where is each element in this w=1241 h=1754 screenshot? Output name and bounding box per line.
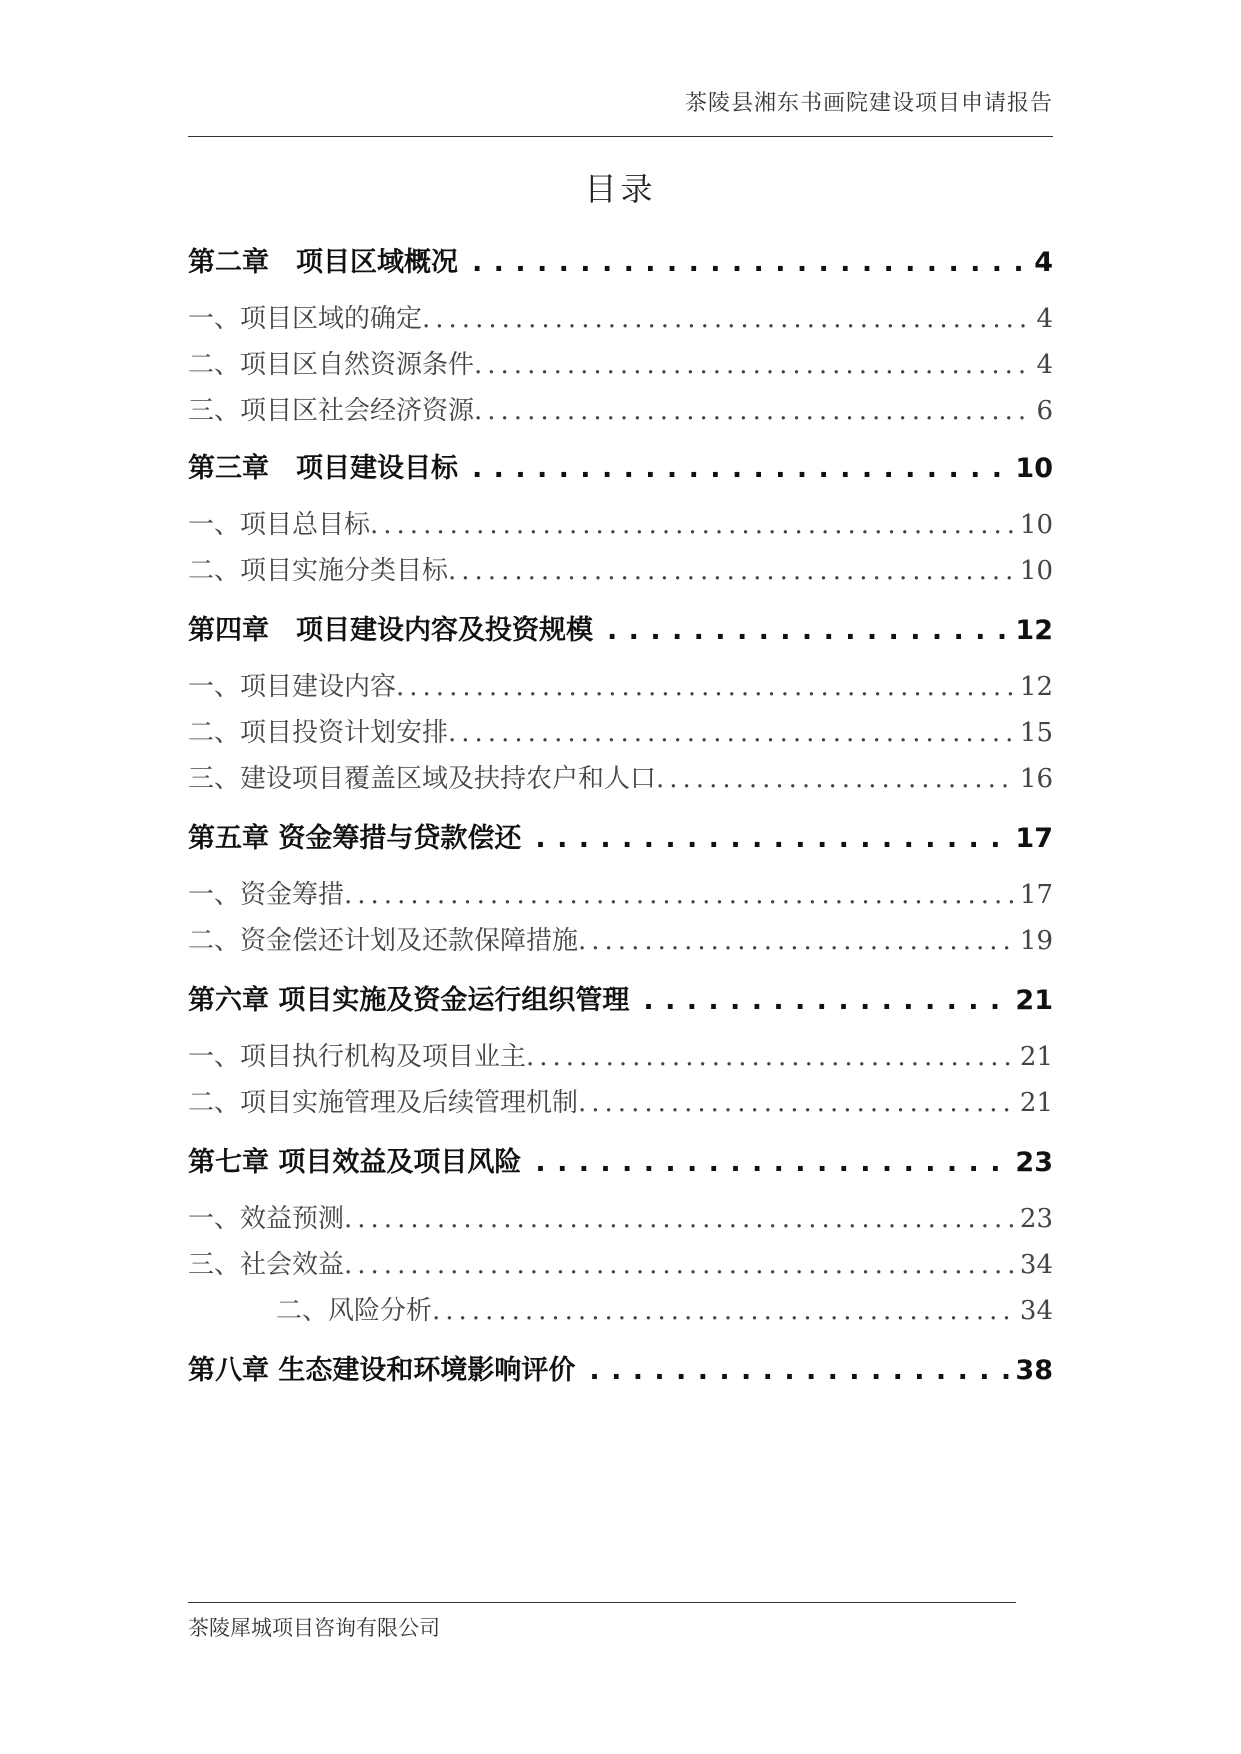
- toc-entry-subsection[interactable]: [276, 1290, 1053, 1327]
- toc-entry-section[interactable]: [188, 712, 1053, 749]
- toc-entry-page: 21: [1019, 1042, 1053, 1072]
- toc-entry-page: 19: [1019, 926, 1053, 956]
- page-header-title: 茶陵县湘东书画院建设项目申请报告: [684, 91, 1053, 116]
- toc-entry-section[interactable]: [188, 874, 1053, 911]
- toc-entry-label: 第七章 项目效益及项目风险: [188, 1147, 522, 1178]
- toc-entry-section[interactable]: [188, 1082, 1053, 1119]
- toc-entry-page: 4: [1036, 350, 1053, 380]
- toc-entry-label: 二、项目投资计划安排: [188, 718, 449, 748]
- toc-entry-label: 一、项目总目标: [188, 510, 371, 540]
- toc-entry-label: 二、资金偿还计划及还款保障措施: [188, 926, 579, 956]
- toc-entry-chapter-7[interactable]: [188, 1140, 1053, 1179]
- toc-entry-label: 第四章 项目建设内容及投资规模: [188, 615, 593, 646]
- toc-entry-page: 17: [1019, 880, 1053, 910]
- toc-entry-page: 15: [1019, 718, 1053, 748]
- toc-entry-label: 第三章 项目建设目标: [188, 453, 458, 484]
- toc-entry-page: 10: [1019, 556, 1053, 586]
- toc-entry-page: 17: [1015, 823, 1053, 854]
- toc-entry-section[interactable]: [188, 298, 1053, 335]
- toc-entry-page: 10: [1015, 453, 1053, 484]
- toc-leader-dots: [474, 396, 1032, 426]
- toc-leader-dots: [344, 1204, 1016, 1234]
- toc-entry-page: 38: [1015, 1355, 1053, 1386]
- toc-entry-page: 6: [1036, 396, 1053, 426]
- toc-leader-dots: [629, 985, 1011, 1016]
- toc-entry-label: 二、项目区自然资源条件: [188, 350, 475, 380]
- toc-leader-dots: [422, 304, 1032, 334]
- toc-entry-chapter-8[interactable]: [188, 1348, 1053, 1387]
- toc-leader-dots: [593, 615, 1011, 646]
- toc-entry-page: 12: [1015, 615, 1053, 646]
- toc-entry-page: 23: [1015, 1147, 1053, 1178]
- toc-leader-dots: [396, 672, 1016, 702]
- toc-entry-label: 一、项目执行机构及项目业主: [188, 1042, 527, 1072]
- toc-leader-dots: [656, 764, 1016, 794]
- toc-entry-label: 一、项目建设内容: [188, 672, 397, 702]
- toc-entry-label: 一、项目区域的确定: [188, 304, 423, 334]
- toc-entry-section[interactable]: [188, 920, 1053, 957]
- toc-entry-label: 二、项目实施分类目标: [188, 556, 449, 586]
- toc-entry-page: 21: [1015, 985, 1053, 1016]
- toc-entry-chapter-4[interactable]: [188, 608, 1053, 647]
- toc-entry-label: 三、社会效益: [188, 1250, 345, 1280]
- footer-rule: [188, 1602, 1016, 1603]
- toc-entry-label: 第五章 资金筹措与贷款偿还: [188, 823, 522, 854]
- toc-entry-label: 二、风险分析: [276, 1296, 433, 1326]
- toc-entry-page: 4: [1036, 304, 1053, 334]
- toc-entry-page: 34: [1019, 1296, 1053, 1326]
- toc-leader-dots: [448, 556, 1016, 586]
- toc-entry-label: 三、项目区社会经济资源: [188, 396, 475, 426]
- toc-entry-page: 16: [1019, 764, 1053, 794]
- toc-entry-chapter-6[interactable]: [188, 978, 1053, 1017]
- toc-leader-dots: [458, 453, 1011, 484]
- toc-leader-dots: [474, 350, 1032, 380]
- toc-entry-label: 一、资金筹措: [188, 880, 345, 910]
- toc-leader-dots: [432, 1296, 1016, 1326]
- toc-leader-dots: [344, 1250, 1016, 1280]
- toc-leader-dots: [458, 247, 1030, 278]
- header-rule: [188, 136, 1053, 137]
- footer-company: 茶陵犀城项目咨询有限公司: [188, 1616, 440, 1640]
- toc-leader-dots: [521, 823, 1011, 854]
- toc-entry-label: 第八章 生态建设和环境影响评价: [188, 1355, 576, 1386]
- toc-entry-page: 4: [1034, 247, 1053, 278]
- toc-leader-dots: [344, 880, 1016, 910]
- toc-entry-page: 21: [1019, 1088, 1053, 1118]
- toc-entry-section[interactable]: [188, 344, 1053, 381]
- toc-entry-chapter-2[interactable]: [188, 240, 1053, 279]
- toc-entry-section[interactable]: [188, 1244, 1053, 1281]
- toc-leader-dots: [370, 510, 1016, 540]
- toc-entry-section[interactable]: [188, 390, 1053, 427]
- toc-heading: 目录: [584, 170, 657, 208]
- toc-leader-dots: [448, 718, 1016, 748]
- toc-leader-dots: [521, 1147, 1011, 1178]
- toc-entry-page: 34: [1019, 1250, 1053, 1280]
- toc-entry-page: 12: [1019, 672, 1053, 702]
- toc-entry-label: 第二章 项目区域概况: [188, 247, 458, 278]
- toc-entry-label: 一、效益预测: [188, 1204, 345, 1234]
- toc-entry-section[interactable]: [188, 550, 1053, 587]
- toc-entry-chapter-5[interactable]: [188, 816, 1053, 855]
- toc-entry-label: 二、项目实施管理及后续管理机制: [188, 1088, 579, 1118]
- toc-entry-section[interactable]: [188, 1036, 1053, 1073]
- toc-entry-page: 10: [1019, 510, 1053, 540]
- toc-entry-label: 三、建设项目覆盖区域及扶持农户和人口: [188, 764, 657, 794]
- toc-entry-page: 23: [1019, 1204, 1053, 1234]
- toc-entry-section[interactable]: [188, 666, 1053, 703]
- toc-entry-section[interactable]: [188, 1198, 1053, 1235]
- toc-leader-dots: [575, 1355, 1011, 1386]
- toc-entry-section[interactable]: [188, 504, 1053, 541]
- toc-leader-dots: [578, 1088, 1016, 1118]
- toc-leader-dots: [526, 1042, 1016, 1072]
- toc-entry-chapter-3[interactable]: [188, 446, 1053, 485]
- toc-entry-section[interactable]: [188, 758, 1053, 795]
- toc-entry-label: 第六章 项目实施及资金运行组织管理: [188, 985, 630, 1016]
- toc-leader-dots: [578, 926, 1016, 956]
